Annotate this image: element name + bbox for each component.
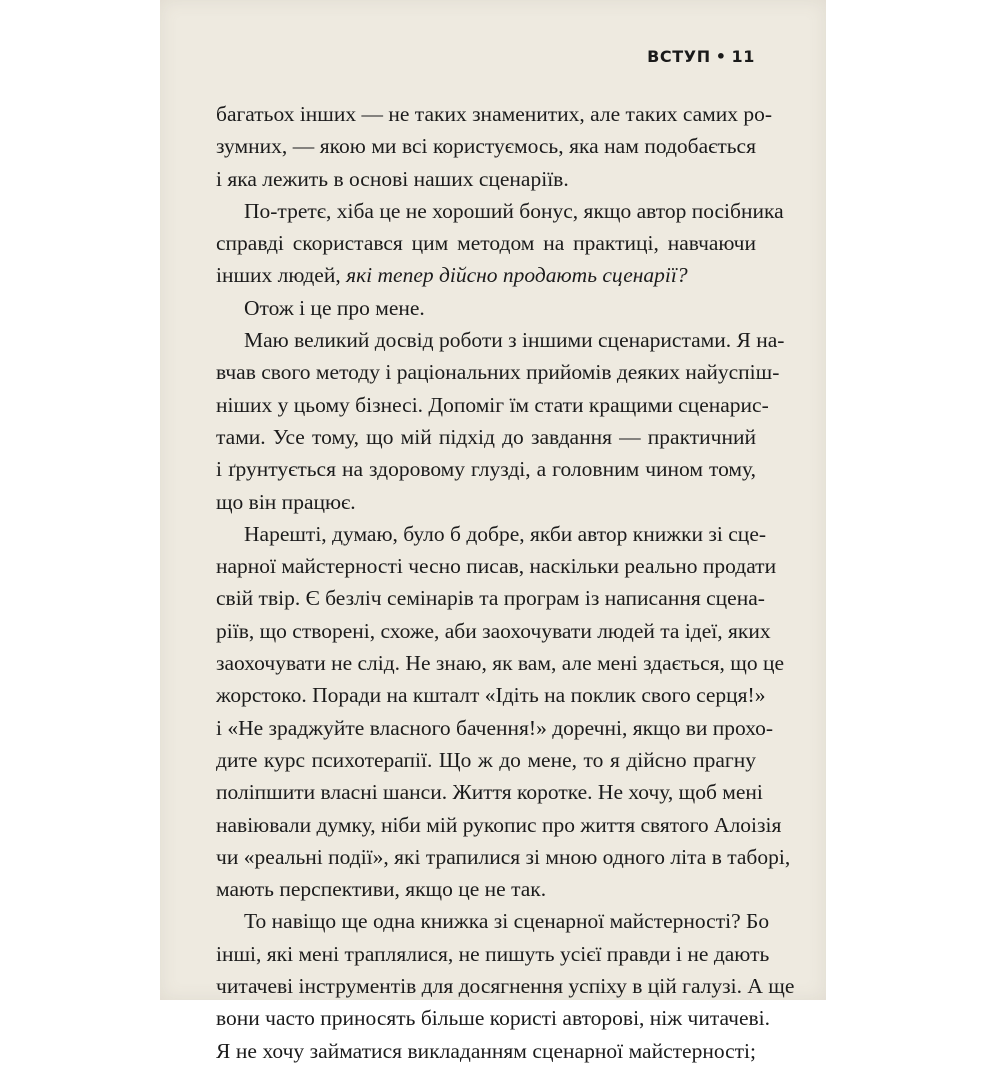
running-header: [647, 47, 755, 66]
text-line: і «Не зраджуйте власного бачення!» доречні, якщо ви прохо-: [216, 715, 774, 740]
text-line: інші, які мені траплялися, не пишуть усієї правди і не дають: [216, 941, 770, 966]
text-line: ріїв, що створені, схоже, аби заохочувати людей та ідеї, яких: [216, 618, 771, 643]
text-line: що він працює.: [216, 489, 356, 514]
text-line: вчав свого методу і раціональних прийомів деяких найуспіш-: [216, 360, 780, 385]
page-number: 11: [731, 47, 755, 66]
text-line: Маю великий досвід роботи з іншими сценаристами. Я на-: [244, 328, 785, 353]
section-title: ВСТУП: [647, 47, 711, 66]
text-line: багатьох інших — не таких знаменитих, але таких самих ро-: [216, 102, 773, 126]
text-line: ніших у цьому бізнесі. Допоміг їм стати кращими сценарис-: [216, 392, 769, 417]
header-separator: •: [715, 47, 727, 66]
text-line: справді скористався цим методом на практиці, навчаючи: [216, 231, 756, 256]
text-line: заохочувати не слід. Не знаю, як вам, але мені здається, що це: [216, 651, 785, 676]
text-line: То навіщо ще одна книжка зі сценарної майстерності? Бо: [244, 909, 770, 934]
text-line: вони часто приносять більше користі авторові, ніж читачеві.: [216, 1006, 771, 1031]
text-line: Отож і це про мене.: [244, 295, 425, 320]
text-line: По-третє, хіба це не хороший бонус, якщо автор посібника: [244, 198, 784, 223]
text-line: дите курс психотерапії. Що ж до мене, то я дійсно прагну: [216, 747, 756, 772]
text-line-mixed: [216, 259, 756, 291]
text-line: зумних, — якою ми всі користуємось, яка нам подобається: [216, 134, 756, 159]
text-line: нарної майстерності чесно писав, наскільки реально продати: [216, 554, 777, 579]
text-line: поліпшити власні шанси. Життя коротке. Не хочу, щоб мені: [216, 780, 763, 805]
text-line: чи «реальні події», які трапилися зі мною одного літа в таборі,: [216, 844, 791, 869]
text-line: і ґрунтується на здоровому глузді, а головним чином тому,: [216, 457, 756, 482]
text-line: жорстоко. Поради на кшталт «Ідіть на поклик свого серця!»: [216, 683, 766, 708]
text-line: і яка лежить в основі наших сценаріїв.: [216, 166, 569, 191]
text-line: Я не хочу займатися викладанням сценарної майстерності;: [216, 1038, 756, 1063]
text-line: навіювали думку, ніби мій рукопис про життя святого Алоізія: [216, 812, 782, 837]
body-text: [216, 98, 795, 1067]
plain-text: інших людей,: [216, 263, 341, 288]
text-line: Нарешті, думаю, було б добре, якби автор книжки зі сце-: [244, 521, 767, 546]
text-line: свій твір. Є безліч семінарів та програм із написання сцена-: [216, 586, 765, 611]
book-page: [160, 0, 826, 1063]
text-line: мають перспективи, якщо це не так.: [216, 877, 547, 902]
text-line: читачеві інструментів для досягнення успіху в цій галузі. А ще: [216, 974, 795, 999]
text-line: тами. Усе тому, що мій підхід до завдання — практичний: [216, 424, 756, 449]
italic-text: які тепер дійсно продають сценарії?: [346, 263, 688, 288]
